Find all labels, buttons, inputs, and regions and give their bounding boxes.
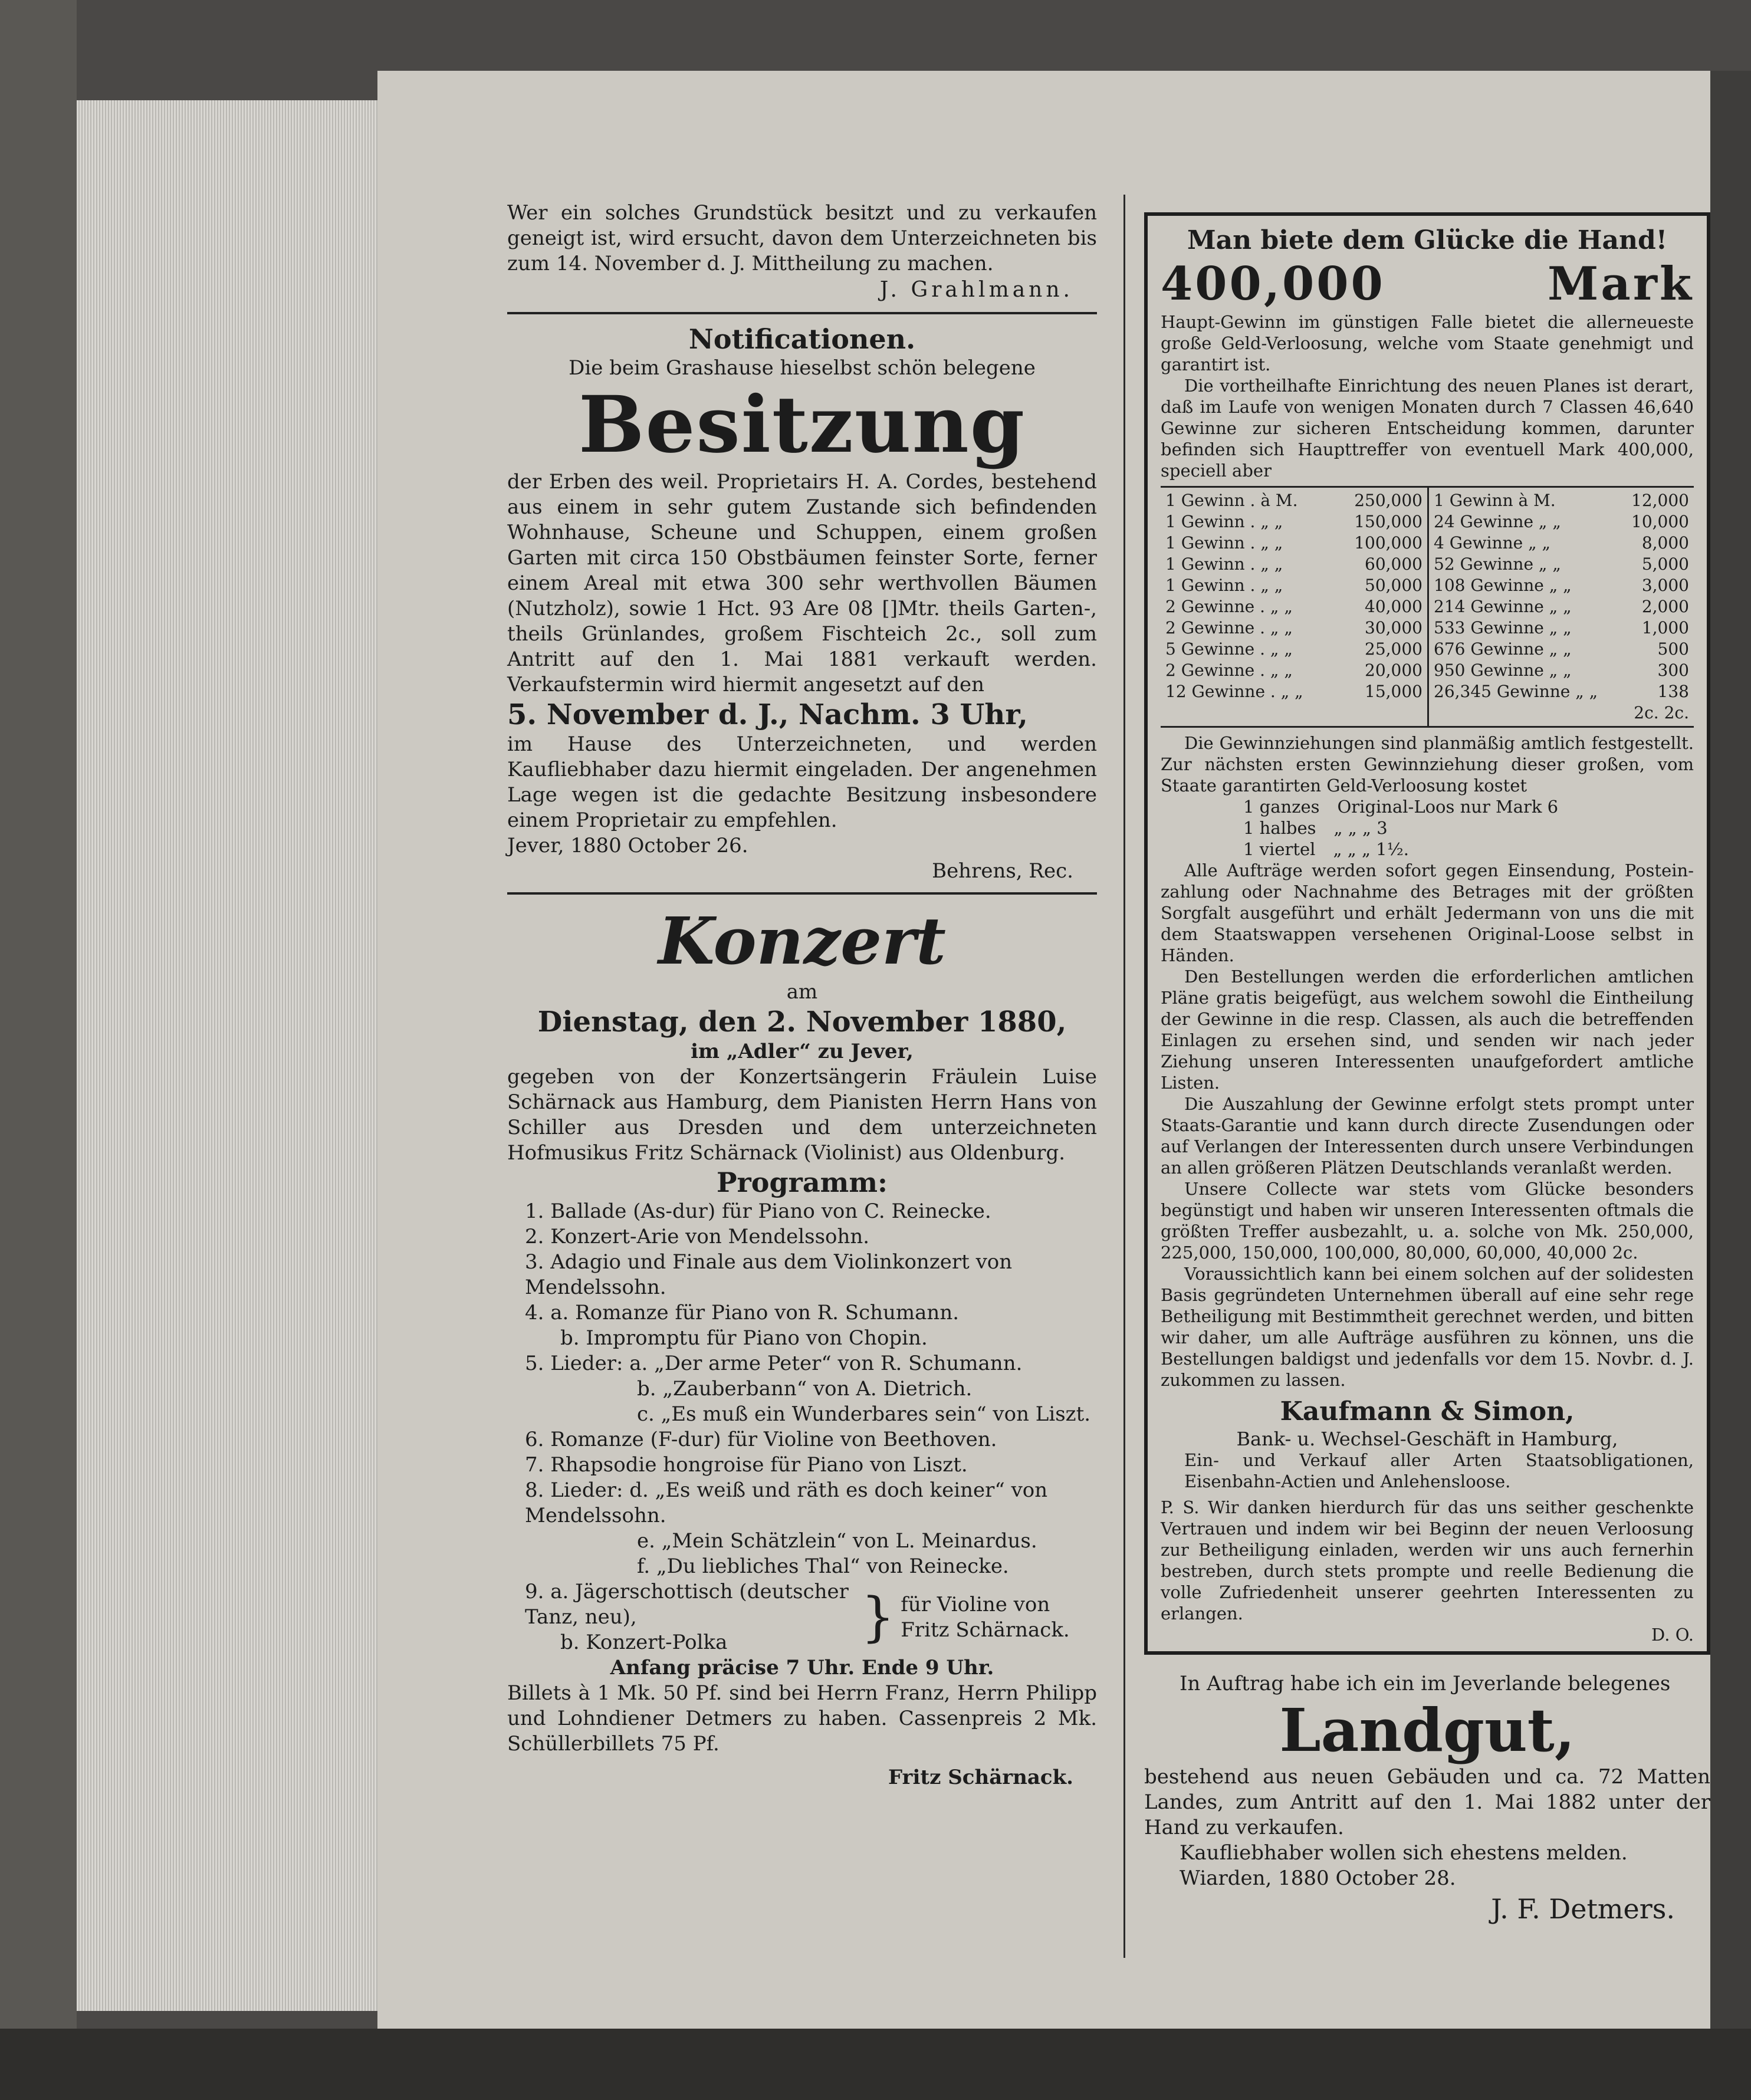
concert-body: gegeben von der Konzertsängerin Fräulein Luise Schärnack aus Hamburg, dem Pianisten Herrn Hans von Schiller aus Dresden und dem unterzeichneten Hofmusikus Fritz Schärnack (Violinist) aus Oldenburg. <box>507 1065 1097 1165</box>
notification-signature: Behrens, Rec. <box>932 859 1073 883</box>
prize-row: 4 Gewinne „ „ 8,000 <box>1434 533 1689 553</box>
column-rule <box>1123 195 1125 1958</box>
prize-row: 24 Gewinne „ „ 10,000 <box>1434 512 1689 531</box>
program-item: 3. Adagio und Finale aus dem Violinkonzert von Mendelssohn. <box>525 1250 1013 1299</box>
lottery-expected: Voraussichtlich kann bei einem solchen auf der solidesten Basis gegründeten Unternehmen überall auf eine sehr rege Betheiligung mit Bestimmtheit gerechnet werden, und bitten wir daher, um alle Aufträge ausführen zu können, uns die Bestellungen baldigst und jedenfalls vor dem 15. Novbr. d. J. zukommen zu lassen. <box>1161 1264 1694 1390</box>
program-item: c. „Es muß ein Wunderbares sein“ von Liszt. <box>637 1402 1091 1426</box>
program-item: 4. a. Romanze für Piano von R. Schumann. <box>525 1301 960 1325</box>
lottery-draws: Die Gewinnziehungen sind planmäßig amtlich festgestellt. Zur nächsten ersten Gewinnziehung dieser großen, vom Staate garantirten Geld-Verloosung kostet <box>1161 733 1694 796</box>
program-item: für Violine von Fritz Schärnack. <box>901 1592 1070 1642</box>
lottery-ps: P. S. Wir danken hierdurch für das uns seither geschenkte Vertrauen und indem wir bei Beginn der neuen Verloosung zur Betheiligung einladen, werden wir uns auch fernerhin bestreben, durch stets prompte und reelle Bedienung die volle Zufriedenheit unserer geehrten Interessenten zu erlangen. <box>1161 1497 1694 1624</box>
lottery-ps-sign: D. O. <box>1651 1625 1694 1645</box>
program-list <box>507 1199 1097 1655</box>
prize-column-left <box>1161 488 1427 726</box>
program-item-group <box>525 1579 1097 1655</box>
intro-signature: J. Grahlmann. <box>879 278 1073 302</box>
prize-row: 5 Gewinne . „ „ 25,000 <box>1165 639 1423 659</box>
concert-venue: im „Adler“ zu Jever, <box>691 1040 914 1063</box>
concert-date: Dienstag, den 2. November 1880, <box>537 1005 1067 1039</box>
lottery-plans: Den Bestellungen werden die erforderlichen amtlichen Pläne gratis beigefügt, aus welchem sowohl die Eintheilung der Gewinne in die resp. Classen, als auch die betreffenden Einlagen zu ersehen sind, und senden wir nach jeder Ziehung unseren Interessenten unaufgefordert amtliche Listen. <box>1161 967 1694 1093</box>
lottery-collecte: Unsere Collecte war stets vom Glücke besonders begünstigt und haben wir unseren Interessenten oftmals die größten Treffer ausbezahlt, u. a. solche von Mk. 250,000, 225,000, 150,000, 100,000, 80,000, 60,000, 40,000 2c. <box>1161 1179 1694 1263</box>
prize-row: 1 Gewinn . „ „ 50,000 <box>1165 576 1423 595</box>
program-item: e. „Mein Schätzlein“ von L. Meinardus. <box>637 1529 1037 1553</box>
program-item: 9. a. Jägerschottisch (deutscher Tanz, neu), <box>525 1580 849 1629</box>
concert-tickets: Billets à 1 Mk. 50 Pf. sind bei Herrn Franz, Herrn Philipp und Lohndiener Detmers zu haben. Cassenpreis 2 Mk. Schüllerbillets 75 Pf. <box>507 1681 1097 1756</box>
brace: } <box>861 1586 895 1648</box>
lottery-headline: Man biete dem Glücke die Hand! <box>1187 225 1668 255</box>
lottery-ad <box>1144 212 1710 1655</box>
prize-row: 214 Gewinne „ „ 2,000 <box>1434 597 1689 616</box>
notification-date: 5. November d. J., Nachm. 3 Uhr, <box>507 698 1028 731</box>
lottery-amount-unit: Mark <box>1547 257 1694 311</box>
program-item: 6. Romanze (F-dur) für Violine von Beethoven. <box>525 1428 997 1451</box>
notification-title: Besitzung <box>578 379 1026 471</box>
landgut-body: bestehend aus neuen Gebäuden und ca. 72 Matten Landes, zum Antritt auf den 1. Mai 1882 unter der Hand zu verkaufen. <box>1144 1765 1710 1839</box>
prize-row: 52 Gewinne „ „ 5,000 <box>1434 554 1689 574</box>
intro-text: Wer ein solches Grundstück besitzt und zu verkaufen geneigt ist, wird ersucht, davon dem Unterzeichneten bis zum 14. November d. J. Mittheilung zu machen. <box>507 201 1097 275</box>
lottery-intro: Haupt-Gewinn im günstigen Falle bietet die allerneueste große Geld-Verloosung, welche vom Staate genehmigt und garantirt ist. <box>1161 312 1694 374</box>
program-item: 5. Lieder: a. „Der arme Peter“ von R. Schumann. <box>525 1352 1023 1375</box>
left-column <box>507 201 1097 1790</box>
prize-column-right <box>1427 488 1694 726</box>
prize-row: 1 Gewinn . „ „ 60,000 <box>1165 554 1423 574</box>
program-heading: Programm: <box>716 1166 888 1198</box>
loos-row: 1 halbes „ „ „ 3 <box>1243 818 1388 838</box>
divider <box>507 312 1097 314</box>
prize-row: 2 Gewinne . „ „ 40,000 <box>1165 597 1423 616</box>
prize-row: 1 Gewinn . „ „ 150,000 <box>1165 512 1423 531</box>
scan-margin-bottom <box>0 2029 1751 2100</box>
prize-row: 1 Gewinn . à M. 250,000 <box>1165 491 1423 510</box>
lottery-amount <box>1161 257 1694 311</box>
program-item: b. Impromptu für Piano von Chopin. <box>560 1326 928 1350</box>
prize-row: 2 Gewinne . „ „ 20,000 <box>1165 660 1423 680</box>
lottery-plan: Die vortheilhafte Einrichtung des neuen Planes ist derart, daß im Laufe von wenigen Monaten durch 7 Classen 46,640 Gewinne zur sicheren Entscheidung kommen, darunter befinden sich Haupttreffer von eventuell Mark 400,000, speciell aber <box>1161 376 1694 481</box>
prize-row: 2 Gewinne . „ „ 30,000 <box>1165 618 1423 637</box>
prize-row: 108 Gewinne „ „ 3,000 <box>1434 576 1689 595</box>
lottery-firm-sub: Bank- u. Wechsel-Geschäft in Hamburg, <box>1236 1428 1618 1450</box>
prize-row: 12 Gewinne . „ „ 15,000 <box>1165 682 1423 701</box>
program-item: 7. Rhapsodie hongroise für Piano von Liszt. <box>525 1453 968 1477</box>
landgut-body2: Kaufliebhaber wollen sich ehestens melden. <box>1180 1841 1628 1865</box>
loos-row: 1 ganzes Original-Loos nur Mark 6 <box>1243 797 1559 817</box>
notification-body: der Erben des weil. Proprietairs H. A. Cordes, bestehend aus einem in sehr gutem Zustande sich befindenden Wohnhause, Scheune und Schuppen, einem großen Garten mit circa 150 Obstbäumen feinster Sorte, ferner einem Areal mit etwa 300 sehr werthvollen Bäumen (Nutzholz), sowie 1 Hct. 93 Are 08 []Mtr. theils Garten-, theils Grünlandes, großem Fischteich 2c., soll zum Antritt auf den 1. Mai 1881 verkauft werden. Verkaufstermin wird hiermit angesetzt auf den <box>507 470 1097 696</box>
program-item: 2. Konzert-Arie von Mendelssohn. <box>525 1225 870 1248</box>
notification-body2: im Hause des Unterzeichneten, und werden Kaufliebhaber dazu hiermit eingeladen. Der angenehmen Lage wegen ist die gedachte Besitzung insbesondere einem Proprietair zu empfehlen. <box>507 732 1097 832</box>
concert-signature: Fritz Schärnack. <box>888 1766 1073 1789</box>
notification-subline: Die beim Grashause hieselbst schön belegene <box>569 356 1036 380</box>
prize-row: 950 Gewinne „ „ 300 <box>1434 660 1689 680</box>
loos-prices <box>1161 796 1694 860</box>
prize-row: 26,345 Gewinne „ „ 138 <box>1434 682 1689 701</box>
concert-title: Konzert <box>658 903 946 979</box>
divider <box>507 892 1097 895</box>
prize-row: 533 Gewinne „ „ 1,000 <box>1434 618 1689 637</box>
scan-margin-right <box>1710 71 1751 2100</box>
program-item: b. „Zauberbann“ von A. Dietrich. <box>637 1377 973 1401</box>
page-stack <box>77 100 380 2011</box>
loos-row: 1 viertel „ „ „ 1½. <box>1243 839 1409 859</box>
concert-times: Anfang präcise 7 Uhr. Ende 9 Uhr. <box>610 1656 994 1680</box>
lottery-orders: Alle Aufträge werden sofort gegen Einsendung, Postein-zahlung oder Nachnahme des Betrages mit der größten Sorgfalt ausgeführt und erhält Jedermann von uns die mit dem Staatswappen versehenen Original-Loose selbst in Händen. <box>1161 860 1694 965</box>
program-item: 8. Lieder: d. „Es weiß und räth es doch keiner“ von Mendelssohn. <box>525 1478 1048 1527</box>
landgut-place-date: Wiarden, 1880 October 28. <box>1180 1866 1456 1890</box>
program-item: b. Konzert-Polka <box>560 1631 728 1654</box>
prize-row: 676 Gewinne „ „ 500 <box>1434 639 1689 659</box>
program-item: f. „Du liebliches Thal“ von Reinecke. <box>637 1555 1009 1578</box>
prize-etc: 2c. 2c. <box>1634 703 1689 722</box>
lottery-amount-number: 400,000 <box>1161 257 1385 311</box>
landgut-signature: J. F. Detmers. <box>1491 1893 1675 1925</box>
prize-row: 1 Gewinn . „ „ 100,000 <box>1165 533 1423 553</box>
landgut-title: Landgut, <box>1279 1695 1575 1765</box>
lottery-firm: Kaufmann & Simon, <box>1280 1396 1575 1427</box>
book-edge <box>0 0 77 2100</box>
program-item: 1. Ballade (As-dur) für Piano von C. Reinecke. <box>525 1199 991 1223</box>
right-column <box>1144 212 1710 1927</box>
lottery-payout: Die Auszahlung der Gewinne erfolgt stets prompt unter Staats-Garantie und kann durch directe Zusendungen oder auf Verlangen der Interessenten durch unsere Verbindungen an allen größeren Plätzen Deutschlands veranlaßt werden. <box>1161 1094 1694 1178</box>
lottery-firm-sub2: Ein- und Verkauf aller Arten Staatsobligationen, Eisenbahn-Actien und Anlehensloose. <box>1184 1450 1694 1491</box>
concert-am: am <box>786 980 818 1004</box>
prize-table <box>1161 486 1694 728</box>
notification-heading: Notificationen. <box>688 323 916 355</box>
prize-row: 1 Gewinn à M. 12,000 <box>1434 491 1689 510</box>
notification-place-date: Jever, 1880 October 26. <box>507 834 748 857</box>
landgut-intro: In Auftrag habe ich ein im Jeverlande belegenes <box>1180 1672 1671 1695</box>
